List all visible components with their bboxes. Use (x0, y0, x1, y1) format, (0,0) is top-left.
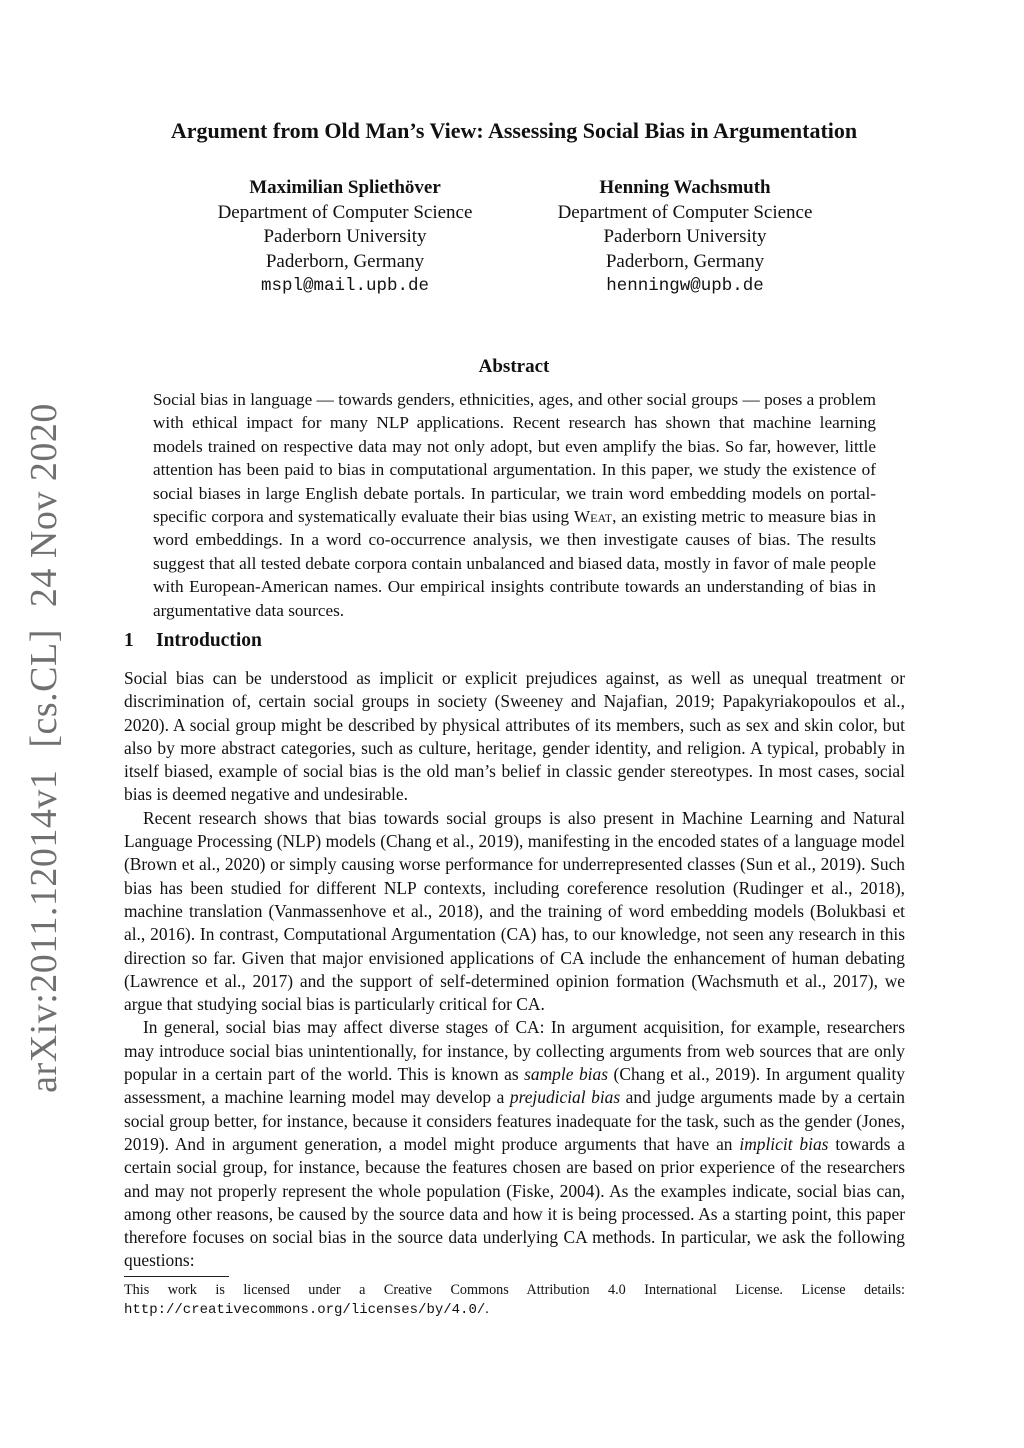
paper-title: Argument from Old Man’s View: Assessing Social Bias in Argumentation (170, 118, 858, 143)
intro-paragraph-2: Recent research shows that bias towards social groups is also present in Machine Learning and Natural Language Processing (NLP) models (Chang et al., 2019), manifesting in the encoded states of a language model (Brown et al., 2020) or simply causing worse performance for underrepresented classes (Sun et al., 2019). Such bias has been studied for different NLP contexts, including coreference resolution (Rudinger et al., 2018), machine translation (Vanmassenhove et al., 2018), and the training of word embedding models (Bolukbasi et al., 2016). In contrast, Computational Argumentation (CA) has, to our knowledge, not seen any research in this direction so far. Given that major envisioned applications of CA include the enhancement of human debating (Lawrence et al., 2017) and the support of self-determined opinion formation (Wachsmuth et al., 2017), we argue that studying social bias is particularly critical for CA. (124, 807, 905, 1015)
intro-paragraph-3 (124, 1016, 905, 1272)
author-department: Department of Computer Science (557, 201, 813, 223)
section-heading (124, 630, 262, 652)
prejudicial-bias-term: prejudicial bias (509, 1087, 621, 1108)
author-name: Henning Wachsmuth (599, 177, 771, 198)
section-title: Introduction (156, 630, 262, 651)
intro-text: (Chang et al., 2019). In argument quality assessment, a machine learning model may develop a (124, 1064, 905, 1108)
arxiv-id: arXiv:2011.12014v1 (23, 769, 65, 1093)
intro-text: towards a certain social group, for instance, because the features chosen are based on prior experience of the researchers and may not properly represent the whole population (Fiske, 2004). As the examples indicate, social bias can, among other reasons, be caused by the source data and how it is being processed. As a starting point, this paper therefore focuses on social bias in the source data underlying CA methods. In particular, we ask the following questions: (124, 1133, 905, 1271)
footnote-text: This work is licensed under a Creative Commons Attribution 4.0 International License. License details: (124, 1282, 905, 1298)
author-email: mspl@mail.upb.de (260, 276, 430, 296)
license-url[interactable]: http://creativecommons.org/licenses/by/4.0/ (124, 1302, 486, 1318)
author-department: Department of Computer Science (217, 201, 473, 223)
sample-bias-term: sample bias (524, 1064, 608, 1085)
author-block-2 (505, 176, 865, 299)
footnote-rule (124, 1276, 229, 1277)
author-name: Maximilian Spliethöver (249, 177, 441, 198)
introduction-body (124, 667, 905, 1273)
author-university: Paderborn University (603, 226, 767, 247)
arxiv-stamp (22, 403, 66, 1093)
author-block-1 (165, 176, 525, 299)
abstract-text-part: Social bias in language — towards genders, ethnicities, ages, and other social groups — poses a problem with ethical impact for many NLP applications. Recent research has shown that machine learning models trained on respective data may not only adopt, but even amplify the bias. So far, however, little attention has been paid to bias in computational argumentation. In this paper, we study the existence of social biases in large English debate portals. In particular, we train word embedding models on portal-specific corpora and systematically evaluate their bias using (153, 390, 876, 527)
arxiv-date: 24 Nov 2020 (23, 403, 65, 608)
intro-paragraph-1: Social bias can be understood as implicit or explicit prejudices against, as well as unequal treatment or discrimination of, certain social groups in society (Sweeney and Najafian, 2019; Papakyriakopoulos et al., 2020). A social group might be described by physical attributes of its members, such as sex and skin color, but also by more abstract categories, such as culture, heritage, gender identity, and religion. A typical, probably in itself biased, example of social bias is the old man’s belief in classic gender stereotypes. In most cases, social bias is deemed negative and undesirable. (124, 668, 905, 805)
author-university: Paderborn University (263, 226, 427, 247)
abstract-text (153, 388, 876, 622)
license-footnote (124, 1281, 905, 1320)
section-number: 1 (124, 630, 134, 651)
author-email: henningw@upb.de (606, 276, 764, 296)
intro-text: In general, social bias may affect diverse stages of CA: In argument acquisition, for example, researchers may introduce social bias unintentionally, for instance, by collecting arguments from web sources that are only popular in a certain part of the world. This is known as (124, 1017, 905, 1085)
arxiv-category: [cs.CL] (23, 629, 65, 748)
author-location: Paderborn, Germany (605, 250, 765, 272)
abstract-text-part: , an existing metric to measure bias in word embeddings. In a word co-occurrence analysis, we then investigate causes of bias. The results suggest that all tested debate corpora contain unbalanced and biased data, mostly in favor of male people with European-American names. Our empirical insights contribute towards an understanding of bias in argumentative data sources. (153, 507, 877, 620)
intro-text: and judge arguments made by a certain social group better, for instance, because it considers features inadequate for the task, such as the gender (Jones, 2019). And in argument generation, a model might produce arguments that have an (124, 1087, 905, 1154)
footnote-end: . (485, 1301, 489, 1317)
author-location: Paderborn, Germany (265, 250, 425, 272)
weat-term: Weat (573, 507, 613, 527)
abstract-heading: Abstract (478, 356, 550, 377)
implicit-bias-term: implicit bias (739, 1133, 829, 1154)
